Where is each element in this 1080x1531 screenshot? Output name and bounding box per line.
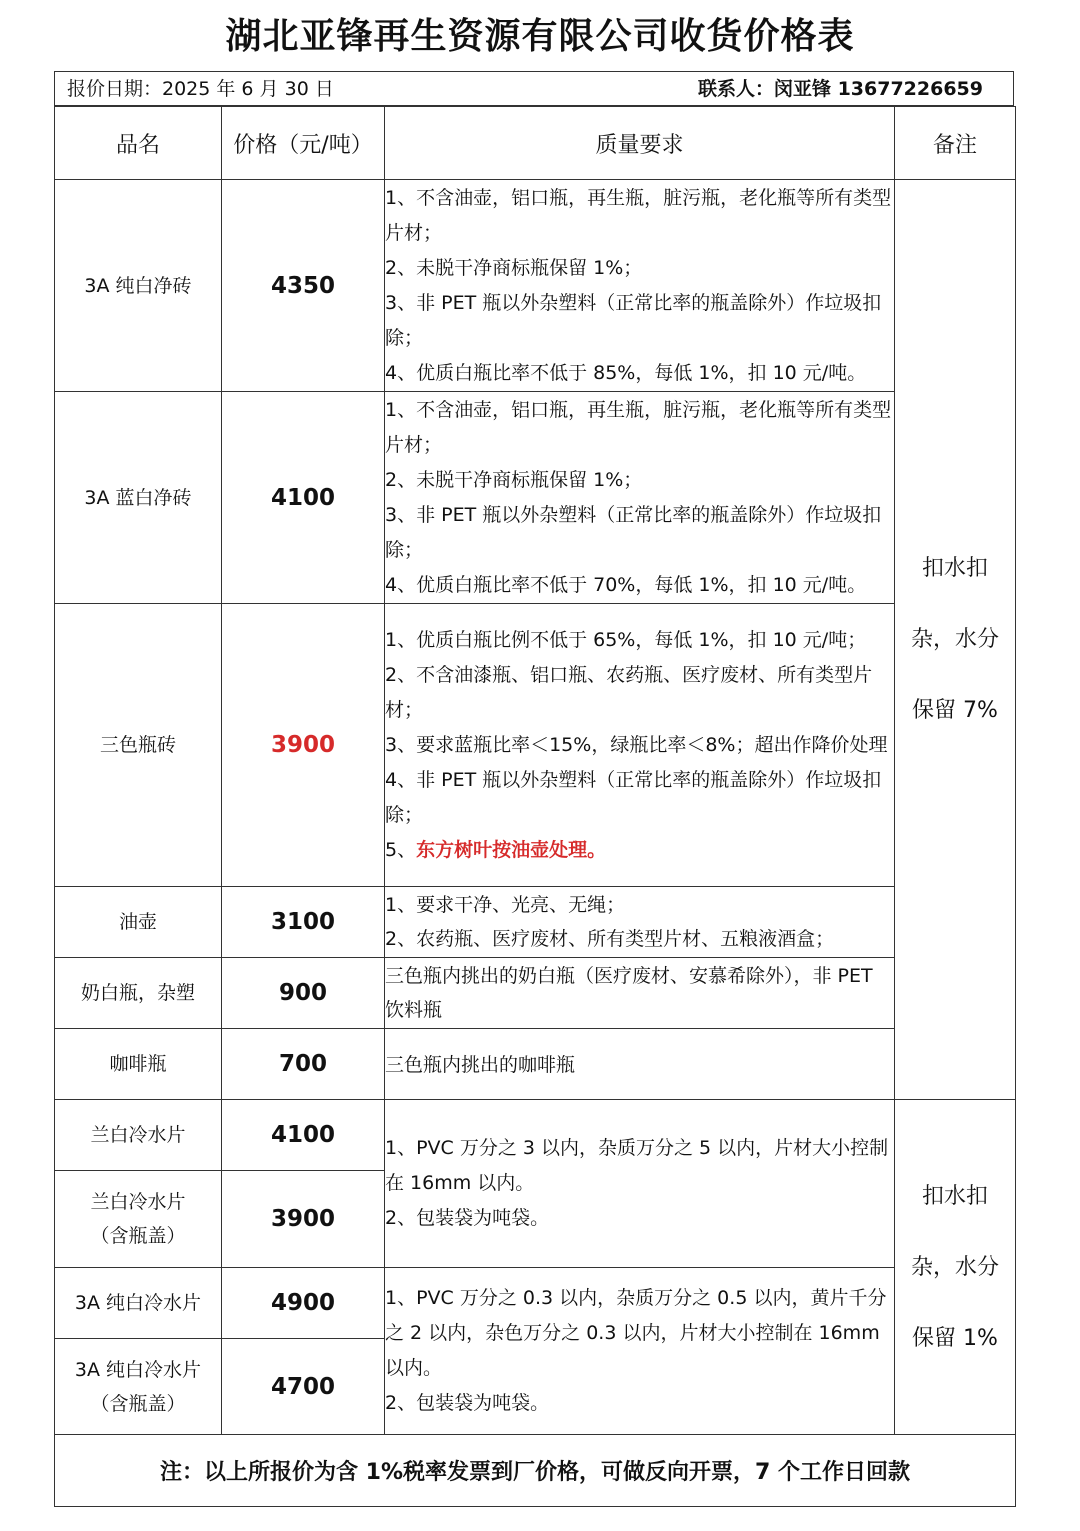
requirement-line: 4、优质白瓶比率不低于 70%，每低 1%，扣 10 元/吨。 — [385, 573, 867, 596]
product-name: 三色瓶砖 — [55, 604, 222, 887]
quality-requirements — [385, 958, 895, 1029]
requirement-line: 1、PVC 万分之 3 以内，杂质万分之 5 以内，片材大小控制在 16mm 以内。 — [385, 1137, 889, 1194]
note-cell-group2 — [895, 1100, 1016, 1435]
product-price: 4900 — [222, 1268, 385, 1339]
product-name — [55, 1268, 222, 1339]
product-name-line: 3A 纯白冷水片 — [74, 1358, 202, 1381]
requirement-line: 2、未脱干净商标瓶保留 1%； — [385, 468, 643, 491]
product-name — [55, 1339, 222, 1435]
info-bar — [54, 71, 1014, 106]
header-name: 品名 — [55, 107, 222, 180]
product-price: 900 — [222, 958, 385, 1029]
product-price: 4100 — [222, 392, 385, 604]
quality-requirements — [385, 887, 895, 958]
product-price: 3900 — [222, 604, 385, 887]
quality-requirements — [385, 1268, 895, 1435]
product-name-sub: （含瓶盖） — [90, 1225, 186, 1247]
header-note: 备注 — [895, 107, 1016, 180]
product-price: 700 — [222, 1029, 385, 1100]
table-row — [55, 958, 1016, 1029]
contact-info: 联系人：闵亚锋 13677226659 — [697, 78, 983, 100]
requirement-line: 三色瓶内挑出的咖啡瓶 — [385, 1053, 576, 1076]
note-line: 杂，水分 — [910, 1254, 999, 1280]
header-quality: 质量要求 — [385, 107, 895, 180]
note-line: 杂，水分 — [910, 627, 999, 652]
quality-requirements — [385, 604, 895, 887]
requirement-line: 1、要求干净、光亮、无绳； — [385, 894, 626, 916]
note-line: 保留 1% — [912, 1325, 998, 1351]
table-row — [55, 392, 1016, 604]
note-line: 保留 7% — [912, 698, 998, 723]
table-row — [55, 1268, 1016, 1339]
quality-requirements — [385, 392, 895, 604]
quality-requirements — [385, 1100, 895, 1268]
price-table — [54, 106, 1016, 1507]
product-name: 奶白瓶，杂塑 — [55, 958, 222, 1029]
requirement-number: 5、 — [385, 838, 417, 861]
header-price: 价格（元/吨） — [222, 107, 385, 180]
requirement-line: 1、不含油壶，铝口瓶，再生瓶，脏污瓶，老化瓶等所有类型片材； — [385, 398, 892, 456]
quality-requirements — [385, 1029, 895, 1100]
product-name — [55, 1171, 222, 1268]
product-price: 3100 — [222, 887, 385, 958]
requirement-line: 3、非 PET 瓶以外杂塑料（正常比率的瓶盖除外）作垃圾扣除； — [385, 291, 882, 349]
requirement-line: 2、农药瓶、医疗废材、所有类型片材、五粮液酒盒； — [385, 928, 835, 950]
note-line: 扣水扣 — [921, 1183, 988, 1209]
product-name-line: 兰白冷水片 — [90, 1124, 186, 1146]
quality-requirements — [385, 180, 895, 392]
header-row — [55, 107, 1016, 180]
table-row — [55, 887, 1016, 958]
product-name-line: 3A 纯白冷水片 — [74, 1292, 202, 1314]
product-price: 4350 — [222, 180, 385, 392]
requirement-line: 2、不含油漆瓶、铝口瓶、农药瓶、医疗废材、所有类型片材； — [385, 663, 873, 721]
product-name: 3A 纯白净砖 — [55, 180, 222, 392]
note-cell-group1 — [895, 180, 1016, 1100]
product-name-line: 兰白冷水片 — [90, 1191, 186, 1213]
highlighted-requirement: 东方树叶按油壶处理。 — [416, 838, 607, 861]
note-line: 扣水扣 — [921, 556, 988, 581]
requirement-line: 4、优质白瓶比率不低于 85%，每低 1%，扣 10 元/吨。 — [385, 361, 867, 384]
product-name-sub: （含瓶盖） — [90, 1392, 186, 1415]
product-name: 咖啡瓶 — [55, 1029, 222, 1100]
requirement-line: 1、PVC 万分之 0.3 以内，杂质万分之 0.5 以内，黄片千分之 2 以内，杂色万分之 0.3 以内，片材大小控制在 16mm 以内。 — [385, 1287, 887, 1379]
product-price: 4100 — [222, 1100, 385, 1171]
product-price: 3900 — [222, 1171, 385, 1268]
page-title: 湖北亚锋再生资源有限公司收货价格表 — [225, 16, 855, 57]
requirement-line: 2、包装袋为吨袋。 — [385, 1392, 550, 1414]
requirement-line: 3、要求蓝瓶比率＜15%，绿瓶比率＜8%；超出作降价处理 — [385, 733, 888, 756]
requirement-line: 2、包装袋为吨袋。 — [385, 1207, 550, 1229]
requirement-line: 3、非 PET 瓶以外杂塑料（正常比率的瓶盖除外）作垃圾扣除； — [385, 503, 882, 561]
table-row — [55, 1100, 1016, 1171]
table-row — [55, 1029, 1016, 1100]
footnote-row — [55, 1435, 1016, 1507]
product-name: 油壶 — [55, 887, 222, 958]
requirement-line-highlight — [385, 833, 894, 868]
requirement-line: 4、非 PET 瓶以外杂塑料（正常比率的瓶盖除外）作垃圾扣除； — [385, 768, 882, 826]
requirement-line: 1、不含油壶，铝口瓶，再生瓶，脏污瓶，老化瓶等所有类型片材； — [385, 186, 892, 244]
requirement-line: 1、优质白瓶比例不低于 65%，每低 1%，扣 10 元/吨； — [385, 628, 867, 651]
quote-date: 报价日期：2025 年 6 月 30 日 — [67, 78, 334, 100]
product-name: 3A 蓝白净砖 — [55, 392, 222, 604]
table-row — [55, 604, 1016, 887]
requirement-line: 2、未脱干净商标瓶保留 1%； — [385, 256, 643, 279]
footnote: 注：以上所报价为含 1%税率发票到厂价格，可做反向开票，7 个工作日回款 — [55, 1435, 1016, 1507]
requirement-line: 三色瓶内挑出的奶白瓶（医疗废材、安慕希除外），非 PET 饮料瓶 — [385, 965, 873, 1021]
table-row — [55, 180, 1016, 392]
product-price: 4700 — [222, 1339, 385, 1435]
product-name — [55, 1100, 222, 1171]
